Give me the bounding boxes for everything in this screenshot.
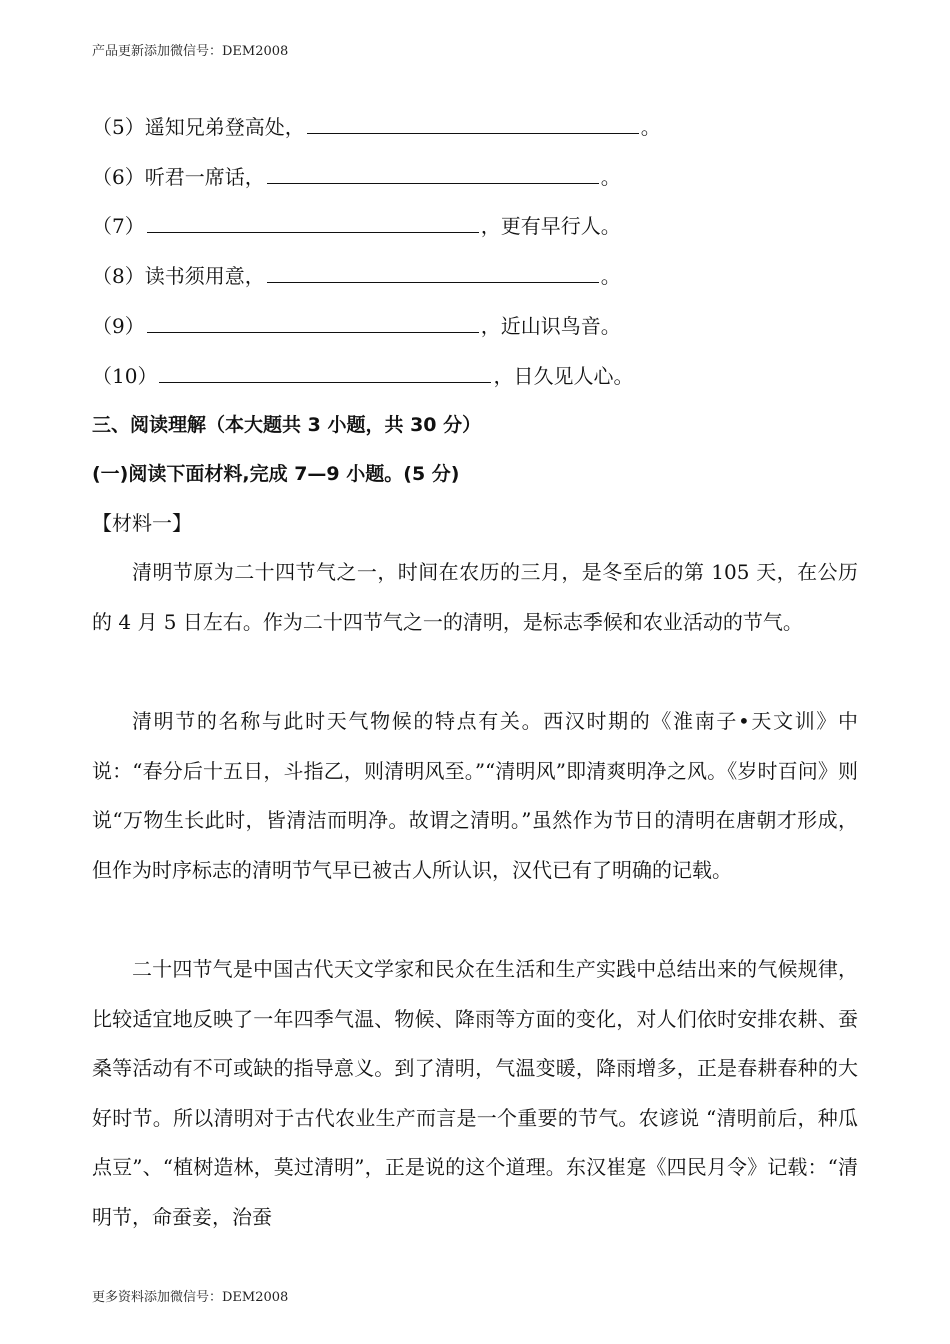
item-number: （9） [92, 314, 145, 338]
item-tail: 。 [600, 165, 621, 189]
item-tail: 。 [600, 264, 621, 288]
answer-blank[interactable] [159, 364, 491, 383]
answer-blank[interactable] [267, 165, 599, 184]
paragraph-3: 二十四节气是中国古代天文学家和民众在生活和生产实践中总结出来的气候规律，比较适宜地反映了一年四季气温、物候、降雨等方面的变化，对人们依时安排农耕、蚕桑等活动有不可或缺的指导意义。到了清明，气温变暖，降雨增多，正是春耕春种的大好时节。所以清明对于古代农业生产而言是一个重要的节气。农谚说 “清明前后，种瓜点豆”、“植树造林，莫过清明”，正是说的这个道理。东汉崔寔《四民月令》记载：“清明节，命蚕妾，治蚕 [92, 957, 858, 1229]
item-tail: ，更有早行人。 [480, 214, 621, 238]
fill-blank-10 [92, 363, 633, 389]
fill-blank-6 [92, 164, 621, 190]
header-note: 产品更新添加微信号：DEM2008 [92, 44, 289, 59]
item-number: （5） [92, 115, 145, 139]
item-number: （10） [92, 364, 158, 388]
item-tail: ，日久见人心。 [493, 364, 634, 388]
item-tail: ，近山识鸟音。 [480, 314, 621, 338]
fill-blank-8 [92, 263, 621, 289]
item-number: （6） [92, 165, 145, 189]
item-tail: 。 [640, 115, 661, 139]
footer-note: 更多资料添加微信号：DEM2008 [92, 1290, 289, 1305]
material-label: 【材料一】 [92, 511, 192, 535]
paragraph-2: 清明节的名称与此时天气物候的特点有关。西汉时期的《淮南子•天文训》中说：“春分后十五日，斗指乙，则清明风至。”“清明风”即清爽明净之风。《岁时百问》则说“万物生长此时，皆清洁而明净。故谓之清明。”虽然作为节日的清明在唐朝才形成，但作为时序标志的清明节气早已被古人所认识，汉代已有了明确的记载。 [92, 709, 858, 882]
answer-blank[interactable] [147, 314, 479, 333]
item-number: （8） [92, 264, 145, 288]
section-title: 三、阅读理解（本大题共 3 小题，共 30 分） [92, 414, 482, 436]
paragraph-1: 清明节原为二十四节气之一，时间在农历的三月，是冬至后的第 105 天，在公历的 4 月 5 日左右。作为二十四节气之一的清明，是标志季候和农业活动的节气。 [92, 560, 858, 634]
answer-blank[interactable] [267, 264, 599, 283]
item-prompt: 遥知兄弟登高处， [144, 115, 305, 139]
fill-blank-9 [92, 313, 621, 339]
answer-blank[interactable] [307, 115, 639, 134]
fill-blank-7 [92, 213, 621, 239]
subsection-title: (一)阅读下面材料,完成 7—9 小题。(5 分) [92, 463, 460, 485]
answer-blank[interactable] [147, 214, 479, 233]
item-number: （7） [92, 214, 145, 238]
item-prompt: 听君一席话， [144, 165, 265, 189]
item-prompt: 读书须用意， [144, 264, 265, 288]
fill-blank-5 [92, 114, 661, 140]
